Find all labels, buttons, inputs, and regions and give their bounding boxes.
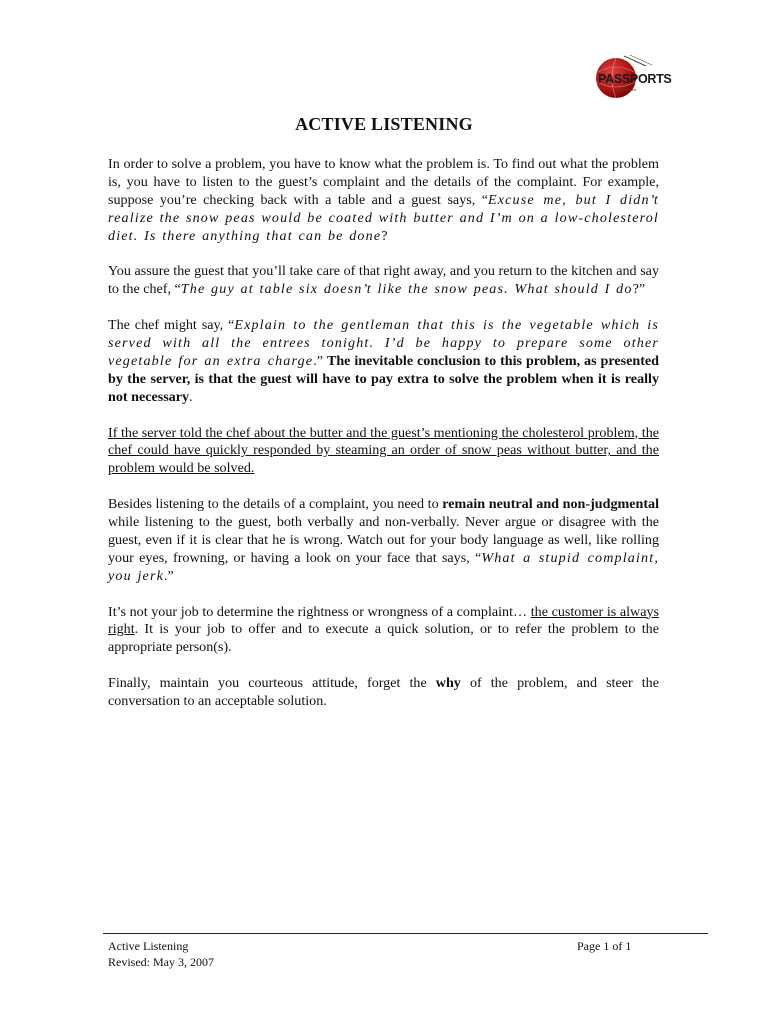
document-body	[108, 156, 659, 729]
paragraph-2-text-b: ?”	[632, 281, 646, 298]
paragraph-2-quote: The guy at table six doesn’t like the snow peas. What should I do	[180, 281, 633, 298]
paragraph-5-text-c: .”	[163, 567, 174, 584]
paragraph-3-text-b: .”	[313, 352, 327, 369]
paragraph-7	[108, 675, 659, 711]
logo-tagline: by Jacques	[616, 87, 637, 92]
paragraph-7-text-a: Finally, maintain you courteous attitude, forget the	[108, 675, 436, 692]
paragraph-6-text-b: . It is your job to offer and to execute a quick solution, or to refer the problem to the appropriate person(s).	[108, 621, 659, 656]
paragraph-1-text-a: In order to solve a problem, you have to know what the problem is. To find out what the problem is, you have to listen to the guest’s complaint and the details of the complaint. For example, suppose you’re checking back with a table and a guest says, “	[108, 156, 659, 208]
paragraph-7-text-b: of the problem, and steer the conversation to an acceptable solution.	[108, 675, 659, 710]
paragraph-6-text-a: It’s not your job to determine the rightness or wrongness of a complaint…	[108, 603, 531, 620]
paragraph-3	[108, 317, 659, 407]
footer-left	[108, 938, 214, 970]
paragraph-5-text-a: Besides listening to the details of a complaint, you need to	[108, 496, 443, 513]
paragraph-5-bold: remain neutral and non-judgmental	[442, 496, 659, 513]
paragraph-3-quote: Explain to the gentleman that this is the vegetable which is served with all the entrees tonight. I’d be happy to prepare some other vegetable for an extra charge	[108, 317, 659, 369]
footer-doc-name: Active Listening	[108, 939, 189, 953]
paragraph-4	[108, 425, 659, 479]
paragraph-2	[108, 263, 659, 299]
document-title: ACTIVE LISTENING	[295, 114, 473, 134]
paragraph-3-text-a: The chef might say, “	[108, 317, 235, 334]
paragraph-5	[108, 496, 659, 586]
paragraph-3-bold: The inevitable conclusion to this problem, as presented by the server, is that the guest will have to pay extra to solve the problem when it is really not necessary	[108, 352, 659, 405]
logo-wordmark: PASSPORTS	[598, 72, 672, 86]
paragraph-5-quote: What a stupid complaint, you jerk	[108, 549, 659, 584]
paragraph-1-text-b: ?	[381, 227, 388, 244]
footer-divider	[103, 933, 708, 934]
footer-page-number: Page 1 of 1	[577, 939, 632, 953]
paragraph-5-text-b: while listening to the guest, both verbally and non-verbally. Never argue or disagree with the guest, even if it is clear that he is wrong. Watch out for your body language as well, like rolling your eyes, frowning, or having a look on your face that says, “	[108, 514, 659, 566]
paragraph-3-text-c: .	[189, 388, 193, 405]
paragraph-1-quote: Excuse me, but I didn’t realize the snow peas would be coated with butter and I’m on a low-cholesterol diet. Is there anything that can be done	[108, 191, 659, 244]
paragraph-2-text-a: You assure the guest that you’ll take care of that right away, and you return to the kitchen and say to the chef, “	[108, 263, 659, 298]
passports-logo	[586, 52, 672, 106]
paragraph-1	[108, 156, 659, 246]
paragraph-6	[108, 604, 659, 658]
paragraph-7-bold: why	[435, 675, 461, 692]
paragraph-6-underlined: the customer is always right	[108, 603, 659, 638]
paragraph-4-underlined: If the server told the chef about the butter and the guest’s mentioning the cholesterol problem, the chef could have quickly responded by steaming an order of snow peas without butter, and the problem would be solved.	[108, 424, 659, 477]
footer-revised-date: Revised: May 3, 2007	[108, 955, 214, 969]
